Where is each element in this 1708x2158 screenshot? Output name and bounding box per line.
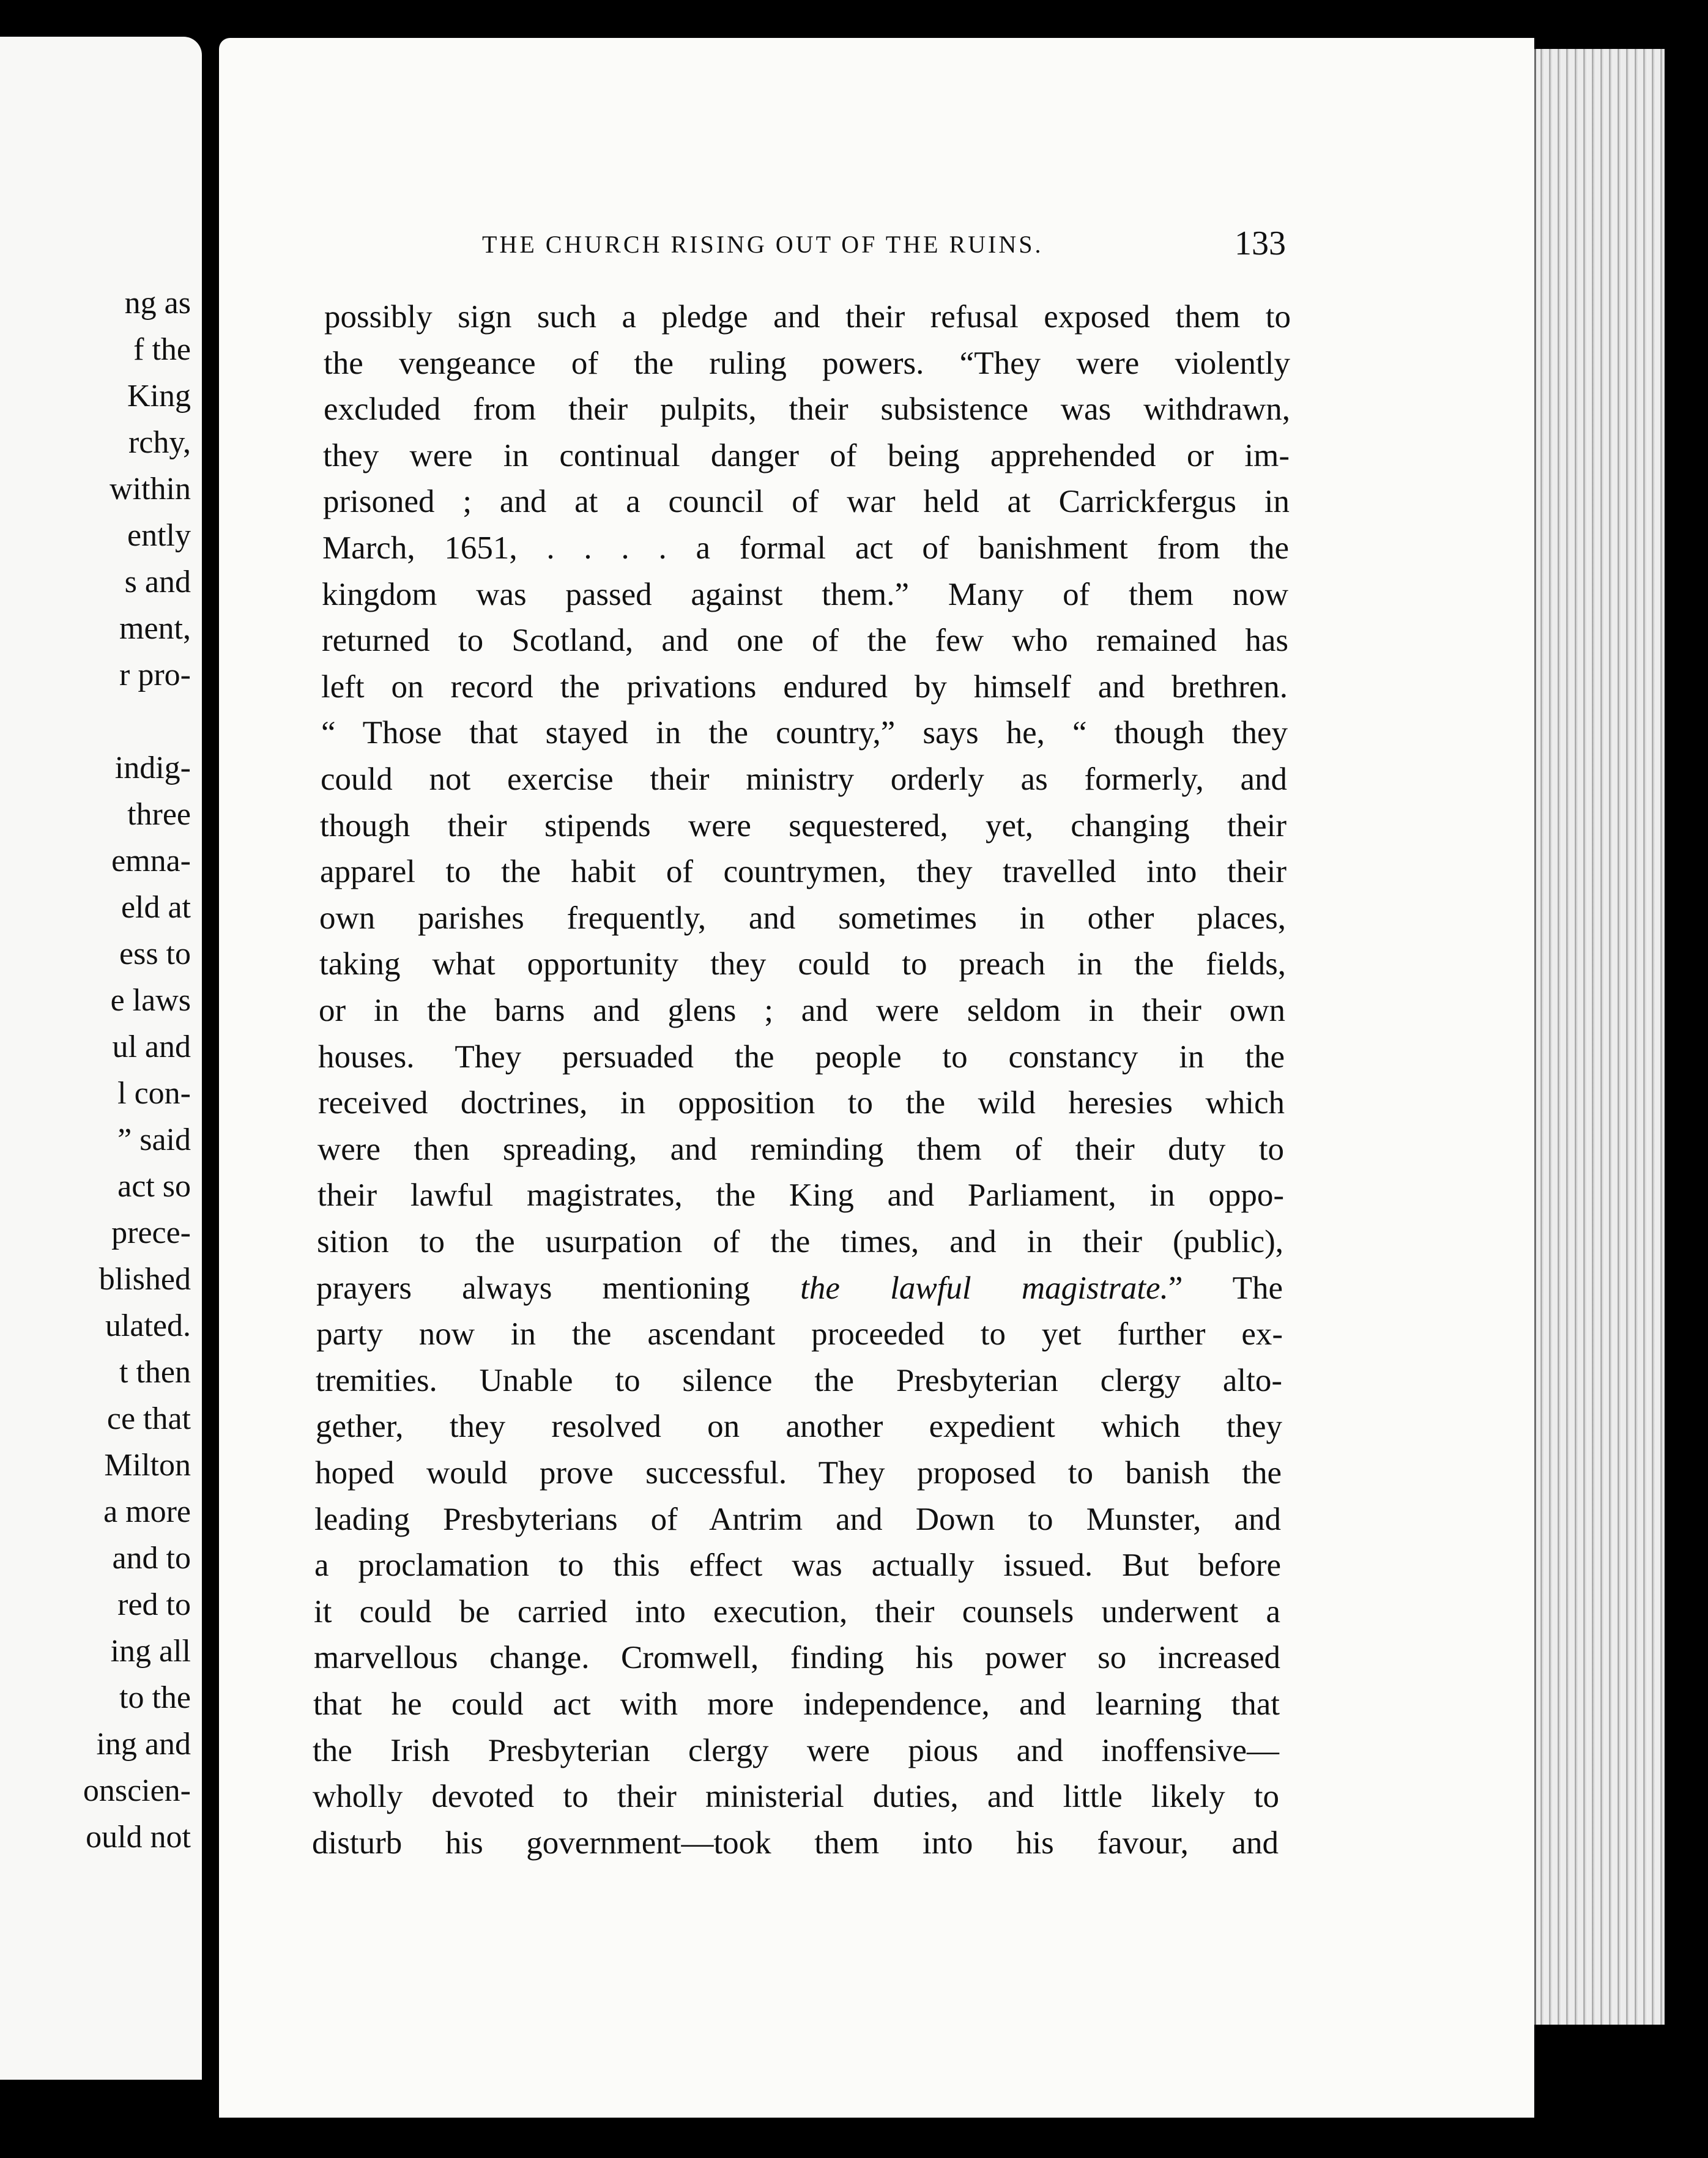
body-line: the Irish Presbyterian clergy were pious and inoffensive— (313, 1733, 1279, 1768)
left-page-line: ulated. (105, 1308, 191, 1343)
body-line: “ Those that stayed in the country,” says he, “ though they (321, 715, 1288, 751)
left-page-line: indig- (114, 751, 191, 785)
body-line: marvellous change. Cromwell, finding his power so increased (314, 1640, 1280, 1675)
body-line: it could be carried into execution, their counsels underwent a (314, 1594, 1280, 1630)
body-line: apparel to the habit of countrymen, they travelled into their (320, 854, 1287, 889)
body-line: gether, they resolved on another expedient which they (316, 1409, 1282, 1444)
left-page-line: f the (133, 332, 191, 367)
body-line (316, 1272, 1283, 1305)
running-head: THE CHURCH RISING OUT OF THE RUINS. (482, 231, 1044, 258)
left-page-line: blished (98, 1262, 191, 1297)
left-page-line: l con- (117, 1076, 191, 1111)
left-page-line: Milton (104, 1448, 191, 1483)
page-edges (1534, 49, 1665, 2025)
body-line: excluded from their pulpits, their subsistence was withdrawn, (324, 391, 1290, 427)
left-page-line: red to (117, 1587, 191, 1622)
body-line: March, 1651, . . . . a formal act of banishment from the (322, 530, 1289, 566)
body-line: left on record the privations endured by himself and brethren. (321, 669, 1288, 705)
body-line-italic-text: the lawful magistrate. (800, 1270, 1168, 1306)
left-page-line: s and (124, 565, 191, 599)
body-line: returned to Scotland, and one of the few who remained has (322, 623, 1288, 658)
body-line: own parishes frequently, and sometimes in other places, (319, 900, 1286, 936)
body-line: that he could act with more independence, and learning that (313, 1686, 1280, 1722)
left-page-line: to the (119, 1680, 191, 1715)
body-line: their lawful magistrates, the King and Parliament, in oppo- (317, 1177, 1284, 1213)
body-line: were then spreading, and reminding them of their duty to (317, 1132, 1284, 1167)
body-line: possibly sign such a pledge and their refusal exposed them to (324, 299, 1291, 335)
left-page-line: ently (127, 518, 191, 553)
left-page-line: r pro- (119, 658, 191, 692)
left-page-line: within (110, 472, 191, 506)
left-page-fragment (0, 37, 202, 2080)
body-line: wholly devoted to their ministerial duties, and little likely to (313, 1779, 1279, 1814)
body-line: or in the barns and glens ; and were seldom in their own (319, 993, 1285, 1028)
body-line: disturb his government—took them into his favour, and (312, 1825, 1279, 1861)
body-line: tremities. Unable to silence the Presbyterian clergy alto- (316, 1363, 1282, 1398)
body-line: hoped would prove successful. They proposed to banish the (315, 1455, 1282, 1491)
left-page-line: prece- (111, 1215, 191, 1250)
body-line-text: ” The (1168, 1270, 1283, 1306)
left-page-line: ould not (86, 1820, 191, 1855)
left-page-line: three (127, 797, 191, 832)
body-line: they were in continual danger of being apprehended or im- (323, 438, 1290, 473)
left-page-line: ce that (106, 1401, 191, 1436)
body-line: prisoned ; and at a council of war held at Carrickfergus in (323, 484, 1290, 519)
left-page-line: a more (103, 1494, 191, 1529)
left-page-line: t then (119, 1355, 191, 1390)
left-page-line: ess to (119, 936, 191, 971)
body-line: received doctrines, in opposition to the wild heresies which (318, 1085, 1285, 1121)
body-line-text: prayers always mentioning (316, 1270, 801, 1306)
left-page-line: emna- (111, 844, 191, 878)
left-page-line: King (127, 379, 191, 413)
left-page-line: e laws (110, 983, 191, 1018)
body-line: houses. They persuaded the people to constancy in the (318, 1039, 1285, 1075)
left-page-line: ng as (124, 286, 191, 321)
left-page-line: onscien- (83, 1773, 191, 1808)
body-line: a proclamation to this effect was actually issued. But before (314, 1548, 1281, 1583)
left-page-line: ” said (117, 1122, 191, 1157)
left-page-line: ing all (110, 1634, 191, 1669)
left-page-line: ment, (119, 611, 191, 646)
left-page-line: ing and (96, 1727, 191, 1762)
body-line: though their stipends were sequestered, yet, changing their (320, 808, 1287, 844)
body-line: party now in the ascendant proceeded to yet further ex- (316, 1316, 1283, 1352)
body-line: kingdom was passed against them.” Many of them now (322, 577, 1288, 612)
body-line: taking what opportunity they could to preach in the fields, (319, 946, 1286, 982)
body-line: could not exercise their ministry orderly as formerly, and (321, 762, 1287, 797)
body-line: sition to the usurpation of the times, and in their (public), (317, 1224, 1283, 1259)
left-page-line: ul and (112, 1029, 191, 1064)
body-line: the vengeance of the ruling powers. “They were violently (324, 346, 1290, 381)
body-line: leading Presbyterians of Antrim and Down to Munster, and (314, 1502, 1281, 1537)
page-number: 133 (1235, 224, 1286, 262)
left-page-line: act so (117, 1169, 191, 1204)
left-page-line: and to (112, 1541, 191, 1576)
left-page-line: rchy, (128, 425, 191, 460)
left-page-line: eld at (121, 890, 191, 925)
